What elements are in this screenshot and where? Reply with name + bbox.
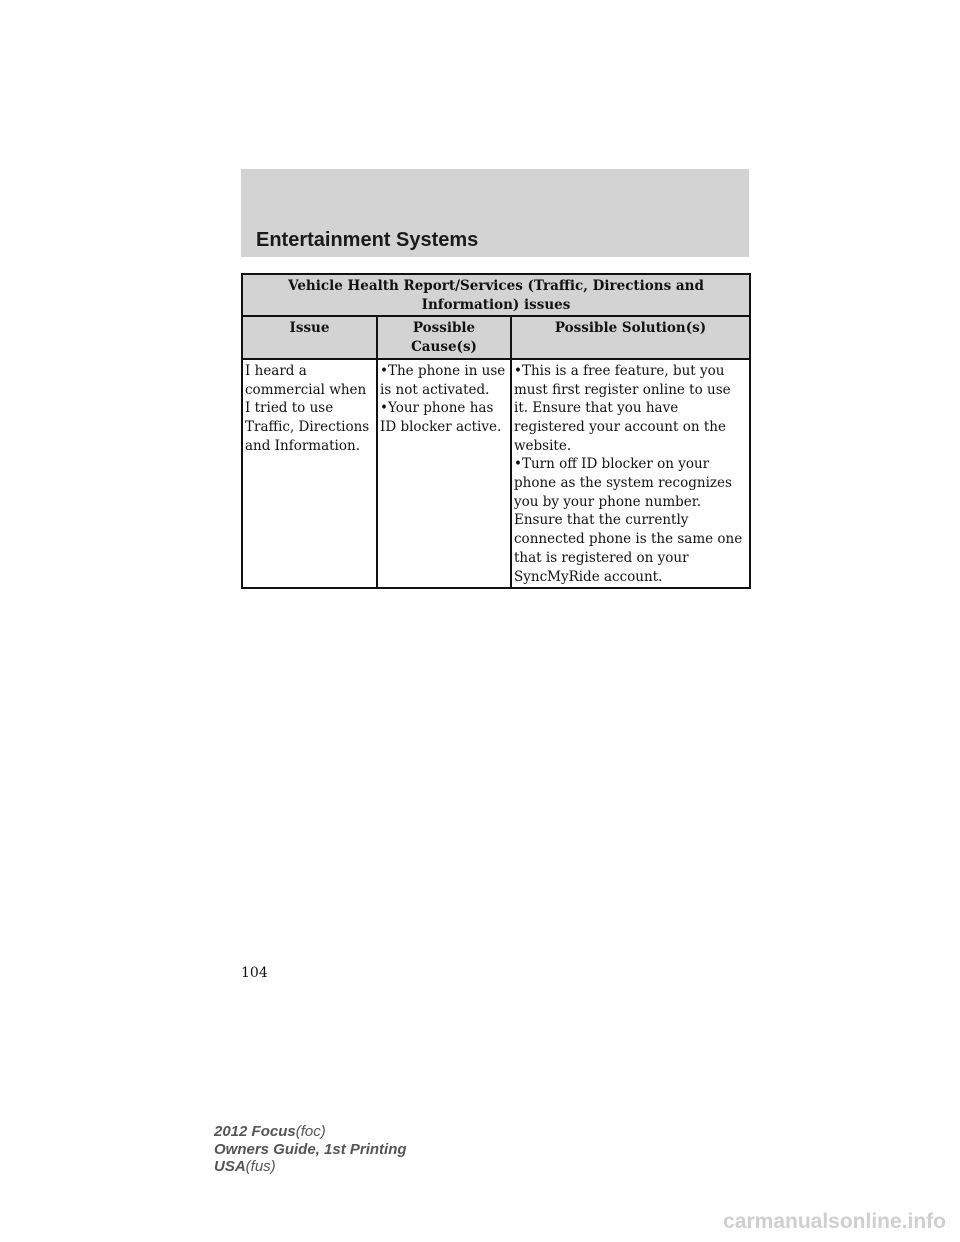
footer-market-line (214, 1158, 407, 1176)
footer-model-code: (foc) (295, 1123, 326, 1140)
column-header-issue: Issue (242, 316, 377, 358)
solution-item: •This is a free feature, but you must first register online to use it. Ensure that you have registered your account on the website. (514, 362, 731, 454)
footer-guide-line: Owners Guide, 1st Printing (214, 1140, 407, 1158)
document-footer (214, 1123, 407, 1176)
column-header-solution: Possible Solution(s) (511, 316, 750, 358)
watermark: carmanualsonline.info (723, 1210, 946, 1233)
troubleshooting-table (241, 273, 751, 589)
footer-market: USA (214, 1158, 246, 1175)
column-header-cause: Possible Cause(s) (377, 316, 511, 358)
footer-market-code: (fus) (245, 1158, 276, 1175)
cause-cell (377, 359, 511, 588)
solution-item: •Turn off ID blocker on your phone as the system recognizes you by your phone number. Ensure that the currently connected phone is the same one that is registered on your SyncMyRide account. (514, 456, 743, 585)
table-row (242, 359, 750, 588)
table-header-row (242, 316, 750, 358)
table-title: Vehicle Health Report/Services (Traffic, Directions and Information) issues (242, 274, 750, 316)
section-header (241, 169, 749, 257)
page-number: 104 (241, 965, 268, 981)
table-title-row (242, 274, 750, 316)
cause-item: •Your phone has ID blocker active. (380, 400, 502, 435)
footer-model-line (214, 1123, 407, 1141)
solution-cell (511, 359, 750, 588)
footer-model: 2012 Focus (214, 1123, 296, 1140)
issue-cell: I heard a commercial when I tried to use Traffic, Directions and Information. (242, 359, 377, 588)
section-title: Entertainment Systems (256, 229, 479, 251)
cause-item: •The phone in use is not activated. (380, 362, 506, 398)
